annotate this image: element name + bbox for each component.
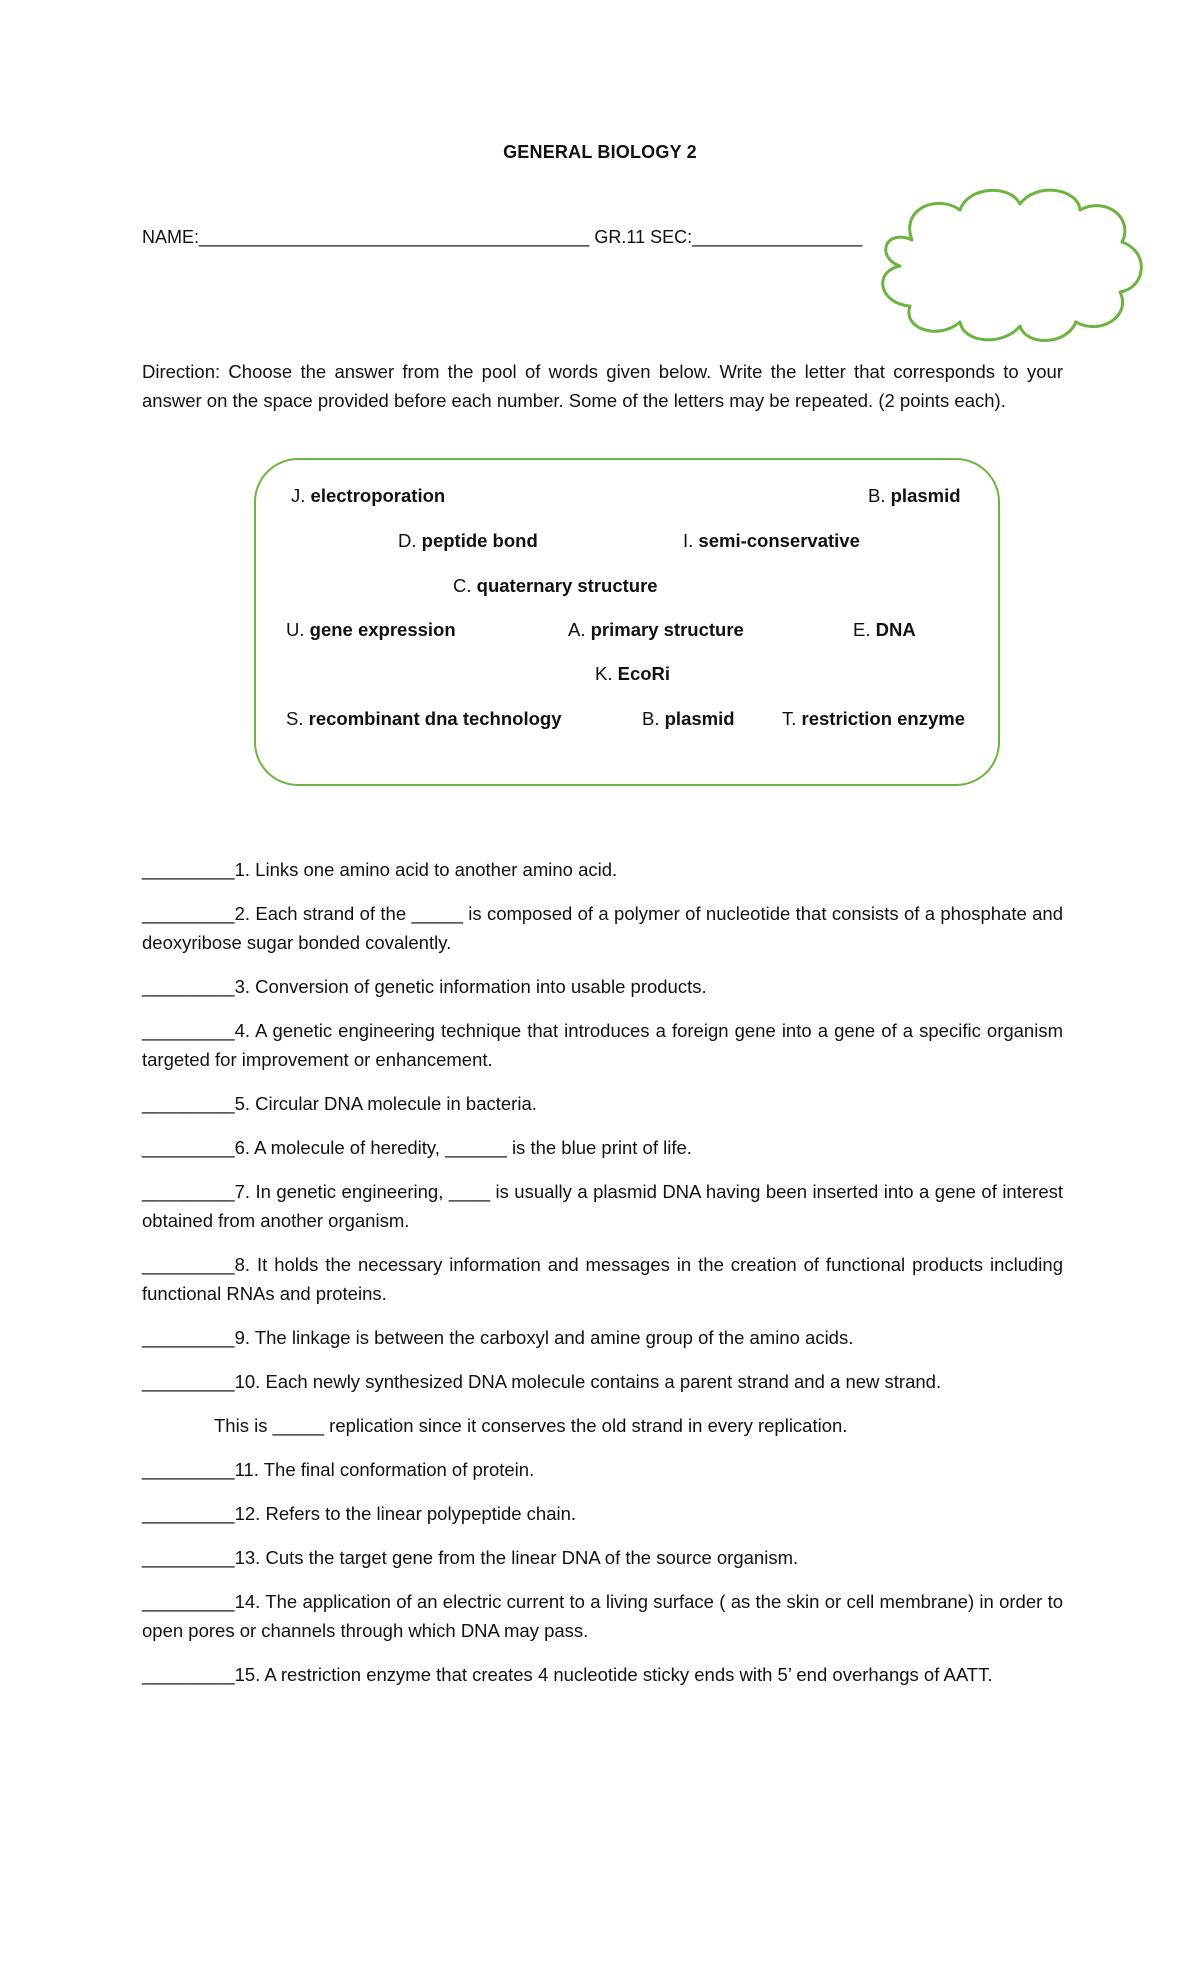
score-cloud-shape	[860, 180, 1150, 350]
word-bank-item: U. gene expression	[286, 619, 456, 640]
question-item: _________5. Circular DNA molecule in bacteria.	[142, 1093, 537, 1114]
word-bank-item: C. quaternary structure	[453, 575, 658, 596]
word-bank-item: K. EcoRi	[595, 663, 671, 684]
question-item: _________14. The application of an electric current to a living surface ( as the skin or cell membrane) in order to open pores or channels through which DNA may pass.	[142, 1591, 1063, 1641]
word-bank-item: B. plasmid	[868, 485, 961, 506]
page-title: GENERAL BIOLOGY 2	[503, 142, 697, 162]
question-item: _________1. Links one amino acid to another amino acid.	[142, 859, 618, 880]
question-item: _________10. Each newly synthesized DNA molecule contains a parent strand and a new strand.	[142, 1371, 942, 1392]
question-item: _________2. Each strand of the _____ is composed of a polymer of nucleotide that consists of a phosphate and deoxyribose sugar bonded covalently.	[142, 903, 1063, 953]
question-item: _________4. A genetic engineering technique that introduces a foreign gene into a gene of a specific organism targeted for improvement or enhancement.	[142, 1020, 1063, 1070]
word-bank-box	[254, 458, 1000, 786]
word-bank-item: J. electroporation	[291, 485, 446, 506]
question-item: _________8. It holds the necessary information and messages in the creation of functional products including functional RNAs and proteins.	[142, 1254, 1063, 1304]
word-bank-item: A. primary structure	[568, 619, 744, 640]
word-bank-item: E. DNA	[853, 619, 916, 640]
question-item: _________6. A molecule of heredity, ______ is the blue print of life.	[142, 1137, 692, 1158]
question-item: _________13. Cuts the target gene from the linear DNA of the source organism.	[142, 1547, 799, 1568]
word-bank-item: I. semi-conservative	[683, 530, 860, 551]
question-item: _________12. Refers to the linear polypeptide chain.	[142, 1503, 577, 1524]
question-item: _________15. A restriction enzyme that creates 4 nucleotide sticky ends with 5’ end overhangs of AATT.	[142, 1664, 993, 1685]
word-bank-item: D. peptide bond	[398, 530, 538, 551]
question-item: _________7. In genetic engineering, ____ is usually a plasmid DNA having been inserted into a gene of interest obtained from another organism.	[142, 1181, 1063, 1231]
word-bank-item: S. recombinant dna technology	[286, 708, 562, 729]
direction-text: Direction: Choose the answer from the pool of words given below. Write the letter that corresponds to your answer on the space provided before each number. Some of the letters may be repeated. (2 points each).	[142, 361, 1063, 411]
word-bank-item: T. restriction enzyme	[782, 708, 966, 729]
questions-list	[142, 855, 1063, 1704]
word-bank-item: B. plasmid	[642, 708, 735, 729]
name-section-line: NAME:_______________________________________ GR.11 SEC:_________________	[142, 227, 863, 247]
question-item: _________9. The linkage is between the carboxyl and amine group of the amino acids.	[142, 1327, 854, 1348]
question-continuation: This is _____ replication since it conserves the old strand in every replication.	[214, 1415, 848, 1436]
question-item: _________11. The final conformation of protein.	[142, 1459, 535, 1480]
question-item: _________3. Conversion of genetic information into usable products.	[142, 976, 707, 997]
